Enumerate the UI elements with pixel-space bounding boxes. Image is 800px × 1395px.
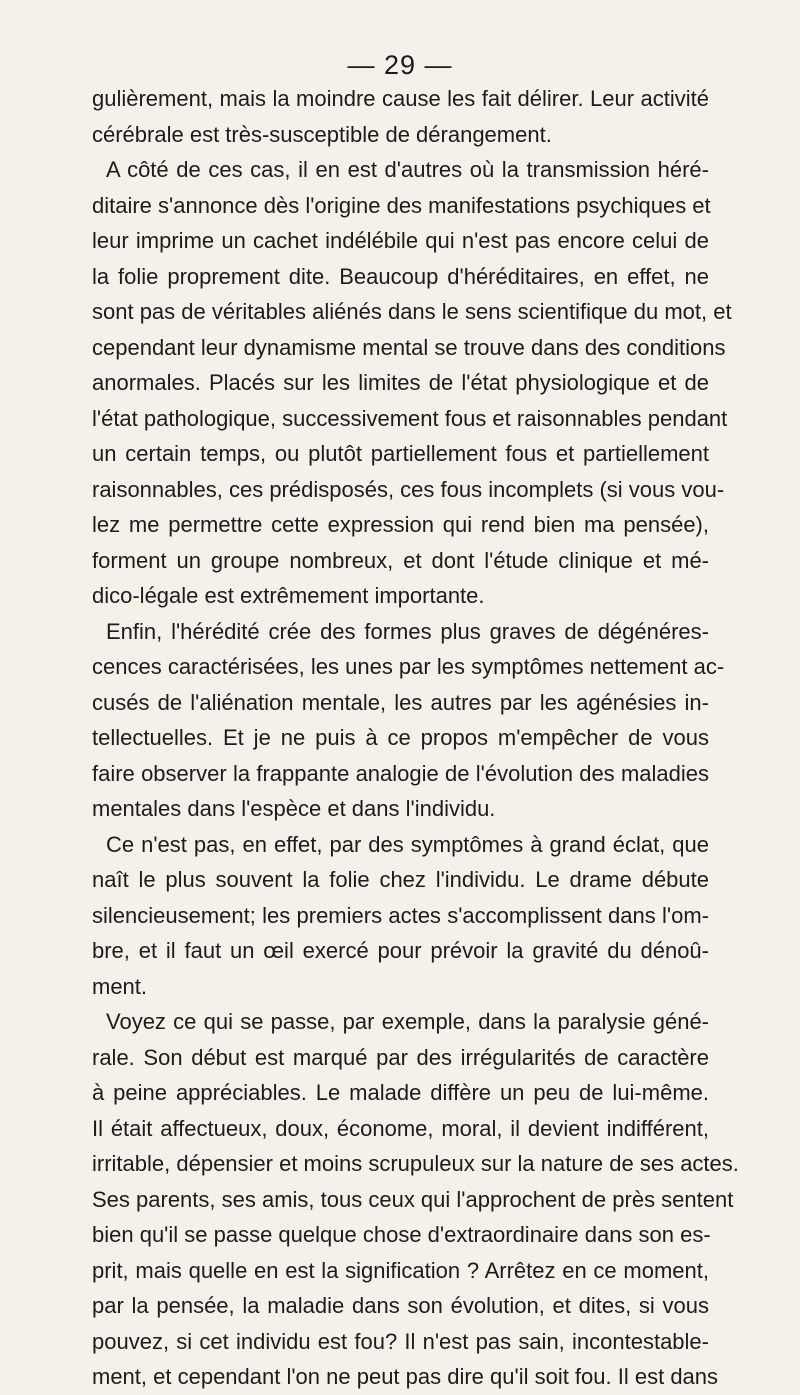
text-line: à peine appréciables. Le malade diffère un peu de lui-même. (92, 1080, 709, 1105)
text-line: raisonnables, ces prédisposés, ces fous incomplets (si vous vou- (92, 476, 725, 502)
text-line: Ses parents, ses amis, tous ceux qui l'approchent de près sentent (92, 1186, 734, 1212)
text-line: par la pensée, la maladie dans son évolution, et dites, si vous (92, 1293, 709, 1318)
text-line: sont pas de véritables aliénés dans le sens scientifique du mot, et (92, 299, 732, 324)
text-line: bien qu'il se passe quelque chose d'extraordinaire dans son es- (92, 1222, 711, 1247)
text-line: la folie proprement dite. Beaucoup d'héréditaires, en effet, ne (92, 263, 709, 289)
text-line: anormales. Placés sur les limites de l'état physiologique et de (92, 370, 709, 395)
text-line: prit, mais quelle en est la signification ? Arrêtez en ce moment, (92, 1257, 709, 1283)
text-line: naît le plus souvent la folie chez l'individu. Le drame débute (92, 867, 709, 892)
text-line: cusés de l'aliénation mentale, les autres par les agénésies in- (92, 689, 709, 715)
text-line: forment un groupe nombreux, et dont l'étude clinique et mé- (92, 547, 709, 573)
text-line: gulièrement, mais la moindre cause les fait délirer. Leur activité (92, 86, 709, 111)
text-line: irritable, dépensier et moins scrupuleux sur la nature de ses actes. (92, 1151, 739, 1176)
text-line: Il était affectueux, doux, économe, moral, il devient indifférent, (92, 1115, 709, 1141)
text-line: l'état pathologique, successivement fous et raisonnables pendant (92, 405, 728, 431)
text-line: A côté de ces cas, il en est d'autres où la transmission héré- (106, 157, 709, 182)
text-line: mentales dans l'espèce et dans l'individu. (92, 796, 496, 821)
text-line: silencieusement; les premiers actes s'accomplissent dans l'om- (92, 902, 709, 928)
page-number: — 29 — (347, 50, 453, 80)
text-line: lez me permettre cette expression qui rend bien ma pensée), (92, 512, 709, 537)
text-line: tellectuelles. Et je ne puis à ce propos m'empêcher de vous (92, 725, 709, 750)
text-line: pouvez, si cet individu est fou? Il n'est pas sain, incontestable- (92, 1328, 709, 1354)
text-line: un certain temps, ou plutôt partiellement fous et partiellement (92, 441, 709, 466)
text-line: rale. Son début est marqué par des irrégularités de caractère (92, 1044, 709, 1070)
body-text (92, 81, 739, 1395)
text-line: cences caractérisées, les unes par les symptômes nettement ac- (92, 654, 725, 679)
text-line: ditaire s'annonce dès l'origine des manifestations psychiques et (92, 192, 711, 218)
text-line: Ce n'est pas, en effet, par des symptômes à grand éclat, que (106, 831, 709, 857)
text-line: cependant leur dynamisme mental se trouve dans des conditions (92, 334, 726, 360)
text-line: ment. (92, 973, 148, 999)
text-line: faire observer la frappante analogie de l'évolution des maladies (92, 760, 709, 786)
text-line: Voyez ce qui se passe, par exemple, dans la paralysie géné- (106, 1009, 709, 1034)
text-line: ment, et cependant l'on ne peut pas dire qu'il soit fou. Il est dans (92, 1364, 719, 1389)
text-line: Enfin, l'hérédité crée des formes plus graves de dégénéres- (106, 618, 709, 644)
text-line: cérébrale est très-susceptible de dérangement. (92, 121, 552, 147)
text-line: dico-légale est extrêmement importante. (92, 583, 485, 608)
text-line: leur imprime un cachet indélébile qui n'est pas encore celui de (92, 228, 709, 253)
text-line: bre, et il faut un œil exercé pour prévoir la gravité du dénoû- (92, 938, 709, 963)
